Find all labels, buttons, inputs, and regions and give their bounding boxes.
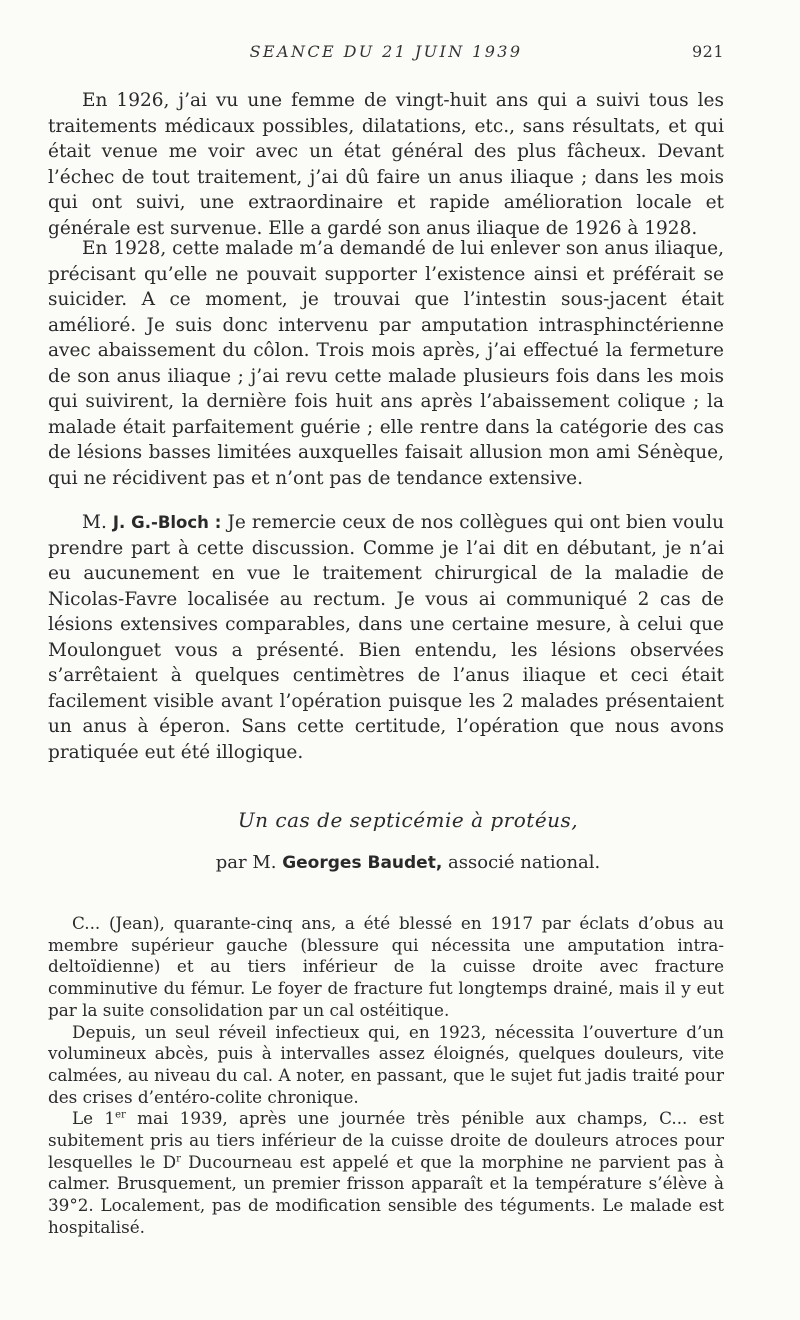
superscript: r: [176, 1153, 181, 1165]
text-run: Ducourneau est appelé et que la morphine ne parvient pas à calmer. Brusquement, un premier frisson apparaît et la température s’élève à 39°2. Localement, pas de modification sensible des téguments. Le malade est hospitalisé.: [48, 1151, 724, 1237]
running-head: SEANCE DU 21 JUIN 1939: [249, 42, 523, 61]
speaker-prefix: M.: [82, 512, 113, 533]
byline-author: Georges Baudet,: [282, 853, 443, 873]
article-paragraph-2: Depuis, un seul réveil infectieux qui, en 1923, nécessita l’ouverture d’un volumineux abcès, puis à intervalles assez éloignés, quelques douleurs, vite calmées, au niveau du cal. A noter, en passant, que le sujet fut jadis traité pour des crises d’entéro-colite chronique.: [48, 1021, 724, 1107]
paragraph-text: [48, 510, 724, 765]
article-paragraph-1: C... (Jean), quarante-cinq ans, a été blessé en 1917 par éclats d’obus au membre supérieur gauche (blessure qui nécessita une amputation intra-deltoïdienne) et au tiers inférieur de la cuisse droite avec fracture comminutive du fémur. Le foyer de fracture fut longtemps drainé, mais il y eut par la suite consolidation par un cal ostéitique.: [48, 913, 724, 1020]
text-run: Le 1: [72, 1108, 116, 1129]
speaker-name: J. G.-Bloch :: [112, 513, 222, 532]
paragraph-1: [48, 88, 724, 241]
article-body: [48, 913, 724, 1239]
article-title: Un cas de septicémie à protéus,: [237, 808, 579, 832]
superscript: er: [115, 1109, 126, 1121]
page-number: 921: [691, 42, 724, 61]
paragraph-text: En 1926, j’ai vu une femme de vingt-huit ans qui a suivi tous les traitements médicaux possibles, dilatations, etc., sans résultats, et qui était venue me voir avec un état général des plus fâcheux. Devant l’échec de tout traitement, j’ai dû faire un anus iliaque ; dans les mois qui ont suivi, une extraordinaire et rapide amélioration locale et générale est survenue. Elle a gardé son anus iliaque de 1926 à 1928.: [48, 90, 724, 239]
speaker-text: Je remercie ceux de nos collègues qui ont bien voulu prendre part à cette discussion. Comme je l’ai dit en débutant, je n’ai eu aucunement en vue le traitement chirurgical de la maladie de Nicolas-Favre localisée au rectum. Je vous ai communiqué 2 cas de lésions extensives comparables, dans une certaine mesure, à celui que Moulonguet vous a présenté. Bien entendu, les lésions observées s’arrêtaient à quelques centimètres de l’anus iliaque et ceci était facilement visible avant l’opération puisque les 2 malades présentaient un anus à éperon. Sans cette certitude, l’opération que nous avons pratiquée eut été illogique.: [48, 512, 724, 763]
page-header: [48, 42, 724, 66]
article-byline: [48, 852, 768, 873]
paragraph-2: [48, 236, 724, 491]
byline-suffix: associé national.: [442, 852, 601, 873]
byline-prefix: par M.: [215, 852, 283, 873]
paragraph-bloch-reply: [48, 510, 724, 765]
text-run: mai 1939, après une journée très pénible aux champs, C... est subitement pris au tiers inférieur de la cuisse droite de douleurs atroces pour lesquelles le D: [48, 1108, 724, 1172]
paragraph-text: En 1928, cette malade m’a demandé de lui enlever son anus iliaque, précisant qu’elle ne pouvait supporter l’existence ainsi et préférait se suicider. A ce moment, je trouvai que l’intestin sous-jacent était amélioré. Je suis donc intervenu par amputation intrasphinctérienne avec abaissement du côlon. Trois mois après, j’ai effectué la fermeture de son anus iliaque ; j’ai revu cette malade plusieurs fois dans les mois qui suivirent, la dernière fois huit ans après l’abaissement colique ; la malade était parfaitement guérie ; elle rentre dans la catégorie des cas de lésions basses limitées auxquelles faisait allusion mon ami Sénèque, qui ne récidivent pas et n’ont pas de tendance extensive.: [48, 238, 724, 489]
article-paragraph-3: [48, 1108, 724, 1238]
